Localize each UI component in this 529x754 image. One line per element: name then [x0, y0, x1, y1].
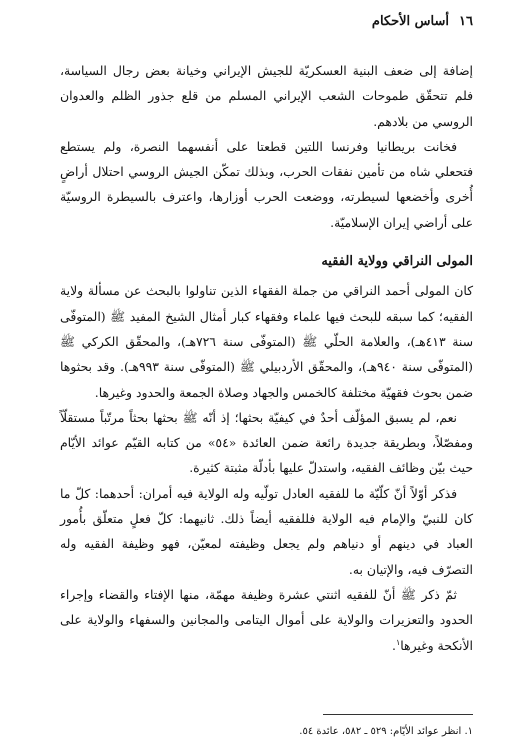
- paragraph: فذكر أوّلاً أنّ كلّيّة ما للفقيه العادل تولّيه وله الولاية فيه أمران: أحدهما: كلّ ما كان للنبيّ والإمام فيه الولاية فللفقيه أيضاً ذلك. ثانيهما: كلّ فعلٍ متعلّق بأُمور العباد في دينهم أو دنياهم ولم يجعل وظيفته لمعيّن، فهو وظيفة الفقيه وله التصرّف فيه، والإتيان به.: [60, 485, 473, 577]
- page-number: ١٦: [459, 14, 473, 29]
- paragraph: فخانت بريطانيا وفرنسا اللتين قطعتا على أنفسهما النصرة، ولم يستطع فتحعلي شاه من تأمين نفقات الحرب، وبذلك تمكّن الجيش الروسي احتلال أراضٍ أُخرى وأخضعها لسيطرته، ووضعت الحرب أوزارها، واعترف بالسيطرة الروسيّة على أراضي إيران الإسلاميّة.: [60, 138, 473, 230]
- body-text: [60, 58, 473, 658]
- page-header: [60, 14, 473, 34]
- paragraph: إضافة إلى ضعف البنية العسكريّة للجيش الإيراني وخيانة بعض رجال السياسة، فلم تتحقّق طموحات الشعب الإيراني المسلم من قلع جذور الظلم والعدوان الروسي من بلادهم.: [60, 63, 473, 129]
- footnote-divider: [323, 714, 473, 715]
- running-title: أساس الأحكام: [371, 14, 450, 29]
- section-heading: المولى النراقي وولاية الفقيه: [321, 254, 473, 270]
- paragraph-with-footnote: ثمّ ذكر ﷺ أنّ للفقيه اثنتي عشرة وظيفة مهمّة، منها الإفتاء والقضاء وإجراء الحدود والتعزيرات والولاية على أموال اليتامى والمجانين والسفهاء والولاية على الأنكحة وغيرها$^١$.: [60, 586, 473, 653]
- paragraph: كان المولى أحمد النراقي من جملة الفقهاء الذين تناولوا بالبحث عن مسألة ولاية الفقيه؛ كما سبقه للبحث فيها علماء وفقهاء كبار أمثال الشيخ المفيد ﷺ (المتوفّى سنة ٤١٣هـ)، والعلامة الحلّي ﷺ (المتوفّى سنة ٧٢٦هـ)، والمحقّق الكركي ﷺ (المتوفّى سنة ٩٤٠هـ)، والمحقّق الأردبيلي ﷺ (المتوفّى سنة ٩٩٣هـ). وقد بحثوها ضمن بحوث فقهيّة مختلفة كالخمس والجهاد وصلاة الجمعة والحدود وغيرها.: [60, 283, 474, 400]
- paragraph: نعم، لم يسبق المؤلّف أحدٌ في كيفيّة بحثها؛ إذ أنّه ﷺ بحثها بحثاً مرتّباً مستقلّاً ومفصّلاً، وبطريقة جديدة رائعة ضمن العائدة «٥٤» من كتابه القيّم عوائد الأيّام حيث بيّن وظائف الفقيه، واستدلّ عليها بأدلّة مثبتة كثيرة.: [60, 409, 473, 476]
- paragraph-text: ثمّ ذكر ﷺ أنّ للفقيه اثنتي عشرة وظيفة مهمّة، منها الإفتاء والقضاء وإجراء الحدود والتعزيرات والولاية على أموال اليتامى والمجانين والسفهاء والولاية على الأنكحة وغيرها: [60, 586, 473, 653]
- footnote: ١. انظر عوائد الأيّام: ٥٢٩ ـ ٥٨٢، عائدة ٥٤.: [299, 726, 473, 737]
- footnote-marker: ١: [395, 637, 401, 647]
